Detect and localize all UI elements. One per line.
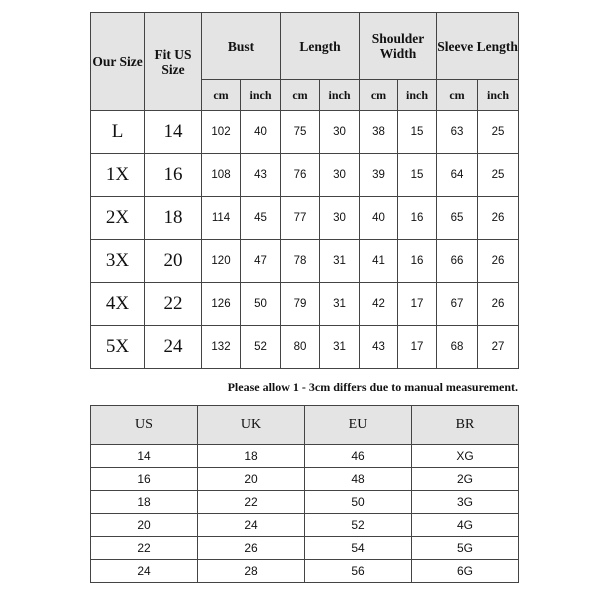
table-cell: 38 [360,111,398,154]
table-cell: 25 [478,154,519,197]
table-cell: 30 [320,154,360,197]
table-cell: 50 [305,491,412,514]
table-cell: 14 [91,445,198,468]
size-conversion-table [90,405,519,583]
table-cell: 16 [91,468,198,491]
table-cell: 5X [91,326,145,369]
table-cell: 24 [91,560,198,583]
table-cell: 75 [281,111,320,154]
table-cell: 5G [412,537,519,560]
table-row [91,537,519,560]
table-row [91,326,519,369]
table-cell: 66 [437,240,478,283]
table-cell: 25 [478,111,519,154]
header-our-size: Our Size [91,13,145,111]
table-cell: 15 [398,111,437,154]
table-cell: 40 [360,197,398,240]
table-cell: 15 [398,154,437,197]
table-cell: 4G [412,514,519,537]
table-cell: 43 [360,326,398,369]
table-cell: 52 [241,326,281,369]
table-cell: 18 [198,445,305,468]
unit-cell: inch [241,80,281,111]
table-cell: 4X [91,283,145,326]
table-cell: 30 [320,197,360,240]
table-cell: 63 [437,111,478,154]
table-cell: 18 [91,491,198,514]
table-cell: 65 [437,197,478,240]
unit-cell: inch [320,80,360,111]
table-cell: 132 [202,326,241,369]
table-cell: 80 [281,326,320,369]
table-cell: 31 [320,283,360,326]
table-cell: 20 [91,514,198,537]
table-cell: 28 [198,560,305,583]
table-cell: 45 [241,197,281,240]
table-cell: 24 [198,514,305,537]
table-cell: 2G [412,468,519,491]
table-cell: 46 [305,445,412,468]
table-cell: 68 [437,326,478,369]
table-cell: 79 [281,283,320,326]
table-row [91,560,519,583]
header-fit-us-size: Fit US Size [145,13,202,111]
table-row [91,468,519,491]
table-cell: 2X [91,197,145,240]
table-row [91,154,519,197]
unit-cell: cm [437,80,478,111]
table-cell: 26 [478,283,519,326]
table-cell: 17 [398,283,437,326]
table-cell: 22 [198,491,305,514]
header-us: US [91,406,198,445]
table-cell: 76 [281,154,320,197]
table-cell: 27 [478,326,519,369]
table-row [91,514,519,537]
table-cell: 17 [398,326,437,369]
table-row [91,197,519,240]
unit-cell: cm [360,80,398,111]
table-cell: 20 [198,468,305,491]
unit-cell: cm [202,80,241,111]
header-bust: Bust [202,13,281,80]
table-cell: 77 [281,197,320,240]
table-cell: 42 [360,283,398,326]
table-cell: 16 [145,154,202,197]
measurement-note: Please allow 1 - 3cm differs due to manual measurement. [227,380,518,394]
table-cell: 31 [320,326,360,369]
table-cell: 1X [91,154,145,197]
table-row [91,491,519,514]
table-row [91,445,519,468]
table-cell: 67 [437,283,478,326]
table-cell: 22 [145,283,202,326]
header-br: BR [412,406,519,445]
header-shoulder-width: Shoulder Width [360,13,437,80]
table-cell: 43 [241,154,281,197]
table-cell: 26 [198,537,305,560]
table-cell: 16 [398,240,437,283]
table-cell: 30 [320,111,360,154]
table-cell: 102 [202,111,241,154]
table-cell: 16 [398,197,437,240]
header-eu: EU [305,406,412,445]
table-row [91,283,519,326]
unit-cell: inch [398,80,437,111]
table-cell: 56 [305,560,412,583]
table-cell: 26 [478,197,519,240]
table-cell: 3X [91,240,145,283]
table-cell: 14 [145,111,202,154]
table-cell: 78 [281,240,320,283]
table-cell: 18 [145,197,202,240]
table-cell: 64 [437,154,478,197]
table-row [91,111,519,154]
table-cell: L [91,111,145,154]
table-cell: 22 [91,537,198,560]
table-cell: 41 [360,240,398,283]
table-cell: 6G [412,560,519,583]
header-length: Length [281,13,360,80]
table-cell: 39 [360,154,398,197]
unit-cell: cm [281,80,320,111]
header-uk: UK [198,406,305,445]
table-cell: 54 [305,537,412,560]
header-sleeve-length: Sleeve Length [437,13,519,80]
table-cell: 48 [305,468,412,491]
table-cell: 3G [412,491,519,514]
conversion-table-body [91,445,519,583]
table-cell: 126 [202,283,241,326]
size-chart-table [90,12,519,369]
table-cell: 31 [320,240,360,283]
table-cell: 20 [145,240,202,283]
table-cell: 40 [241,111,281,154]
unit-cell: inch [478,80,519,111]
table-cell: 120 [202,240,241,283]
table-cell: 24 [145,326,202,369]
size-table-body [91,111,519,369]
table-cell: 26 [478,240,519,283]
table-cell: 114 [202,197,241,240]
table-cell: 47 [241,240,281,283]
table-cell: 108 [202,154,241,197]
table-cell: 52 [305,514,412,537]
table-row [91,240,519,283]
table-cell: XG [412,445,519,468]
table-cell: 50 [241,283,281,326]
